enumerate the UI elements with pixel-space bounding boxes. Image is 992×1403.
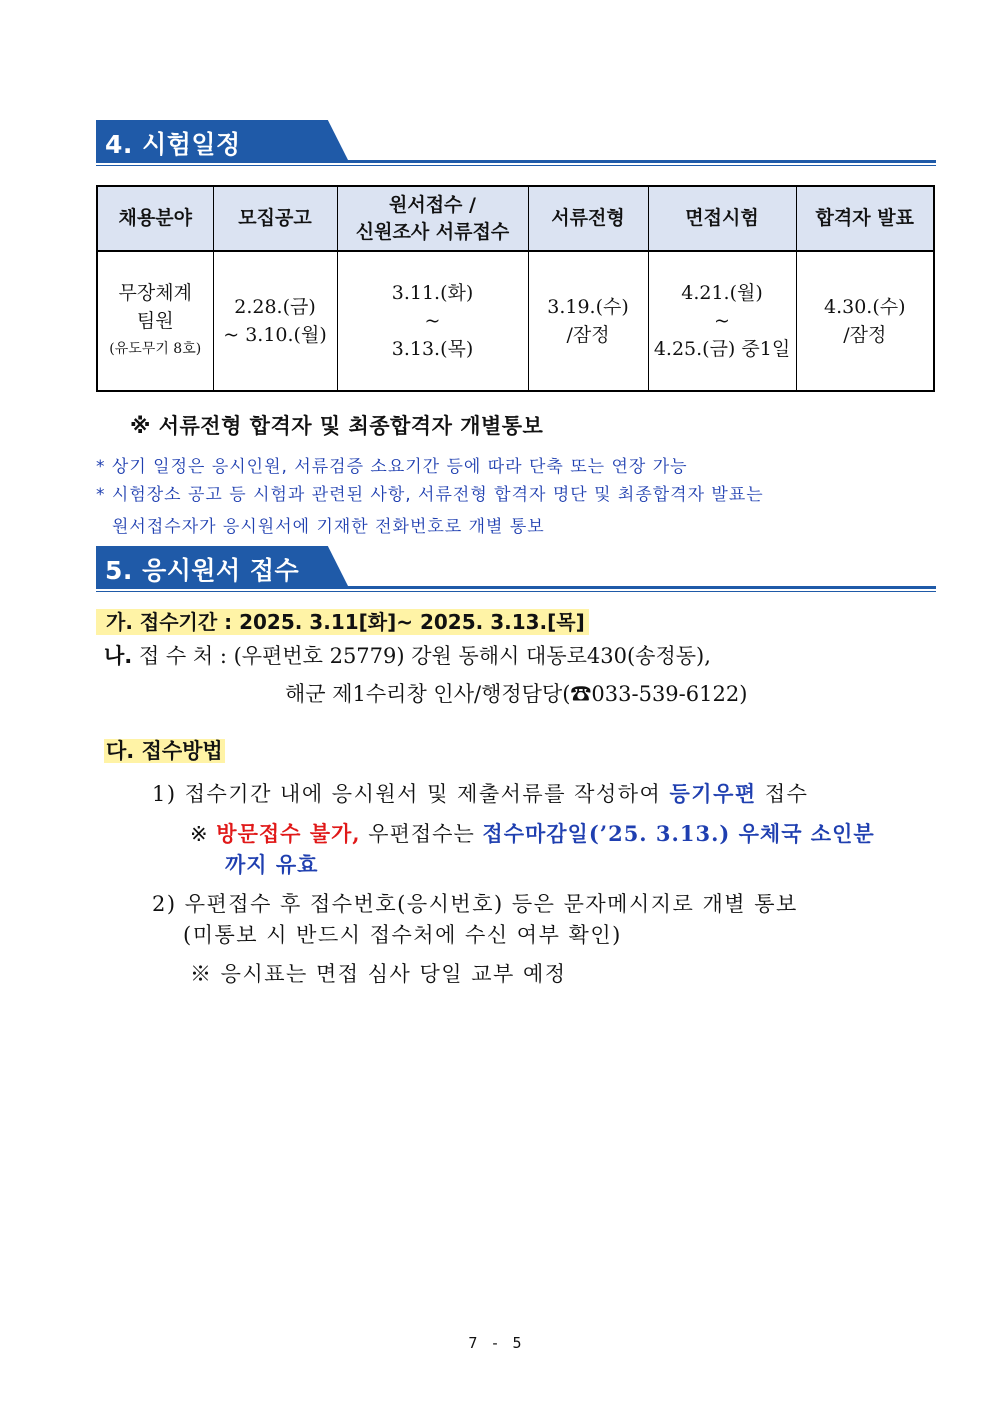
field-note: (유도무기 8호): [109, 341, 202, 357]
place-line-2: 해군 제1수리창 인사/행정담당(☎033-539-6122): [285, 682, 748, 706]
apply-line3: 3.13.(목): [391, 338, 474, 360]
method-1-note-2: [225, 849, 318, 879]
cell-announce: [213, 251, 337, 391]
cell-interview: [648, 251, 796, 391]
col-announce-header: 모집공고: [213, 186, 337, 251]
section-4-rule: [96, 160, 936, 163]
field-line1: 무장체계: [118, 282, 192, 304]
result-line2: /잠정: [843, 324, 887, 346]
place-text: 접 수 처 : (우편번호 25779) 강원 동해시 대동로430(송정동),: [132, 644, 711, 668]
method-1-note-blue-2: 까지 유효: [225, 852, 319, 877]
section-4-rule-thin: [96, 165, 936, 166]
place-line: [104, 640, 711, 670]
method-1-text: 1) 접수기간 내에 응시원서 및 제출서류를 작성하여: [152, 782, 670, 806]
section-5-rule-thin: [96, 591, 936, 592]
interview-line2: ~: [714, 310, 730, 332]
period-text: 가. 접수기간 : 2025. 3.11[화]~ 2025. 3.13.[목]: [96, 609, 589, 635]
cell-field: [97, 251, 213, 391]
note-line-2: * 시험장소 공고 등 시험과 관련된 사항, 서류전형 합격자 명단 및 최종합격자 발표는: [96, 485, 764, 505]
doc-line1: 3.19.(수): [547, 296, 629, 318]
announce-line1: 2.28.(금): [234, 296, 316, 318]
section-4-title: 4. 시험일정: [105, 130, 241, 159]
method-heading: [104, 735, 225, 765]
section-5-header: [96, 546, 936, 590]
announce-line2: ~ 3.10.(월): [223, 324, 327, 346]
cell-apply: [337, 251, 528, 391]
method-2-note: ※ 응시표는 면접 심사 당일 교부 예정: [190, 962, 567, 986]
cell-doc: [528, 251, 648, 391]
note-line-3: 원서접수자가 응시원서에 기재한 전화번호로 개별 통보: [112, 517, 545, 537]
cell-result: [796, 251, 934, 391]
field-line2: 팀원: [136, 310, 174, 332]
method-1-note-mid: 우편접수는: [360, 822, 483, 846]
col-interview-header: 면접시험: [648, 186, 796, 251]
section-4-header: [96, 120, 936, 164]
method-1-note-blue: 접수마감일(’25. 3.13.) 우체국 소인분: [482, 821, 875, 846]
method-1: [152, 778, 808, 808]
col-field-header: 채용분야: [97, 186, 213, 251]
period-line: [96, 606, 589, 635]
col-apply-header-line2: 신원조사 서류접수: [355, 220, 510, 243]
col-apply-header-line1: 원서접수 /: [389, 193, 476, 216]
section-5-title: 5. 응시원서 접수: [105, 556, 300, 585]
method-2-sub: (미통보 시 반드시 접수처에 수신 여부 확인): [183, 923, 622, 947]
notice-text: ※ 서류전형 합격자 및 최종합격자 개별통보: [130, 414, 544, 438]
result-line1: 4.30.(수): [823, 296, 906, 318]
interview-line1: 4.21.(월): [681, 282, 763, 304]
doc-line2: /잠정: [566, 324, 610, 346]
col-apply-header: [337, 186, 528, 251]
page-number: 7 - 5: [468, 1334, 524, 1352]
method-1-highlight: 등기우편: [669, 781, 757, 806]
table-row: [97, 251, 934, 391]
method-1-note-mark: ※: [190, 822, 217, 846]
method-heading-text: 다. 접수방법: [106, 739, 223, 763]
method-1-note-red: 방문접수 불가,: [216, 821, 361, 846]
section-5-rule: [96, 586, 936, 589]
apply-line2: ~: [424, 310, 441, 332]
col-doc-header: 서류전형: [528, 186, 648, 251]
interview-line3: 4.25.(금) 중1일: [653, 338, 791, 360]
method-1-note: [190, 818, 875, 848]
place-label: 나.: [104, 644, 133, 668]
schedule-table: [96, 185, 935, 392]
method-2: 2) 우편접수 후 접수번호(응시번호) 등은 문자메시지로 개별 통보: [152, 892, 798, 916]
table-header-row: [97, 186, 934, 251]
method-1-end: 접수: [756, 782, 809, 806]
note-line-1: * 상기 일정은 응시인원, 서류검증 소요기간 등에 따라 단축 또는 연장 가능: [96, 457, 688, 477]
col-result-header: 합격자 발표: [796, 186, 934, 251]
apply-line1: 3.11.(화): [391, 282, 474, 304]
